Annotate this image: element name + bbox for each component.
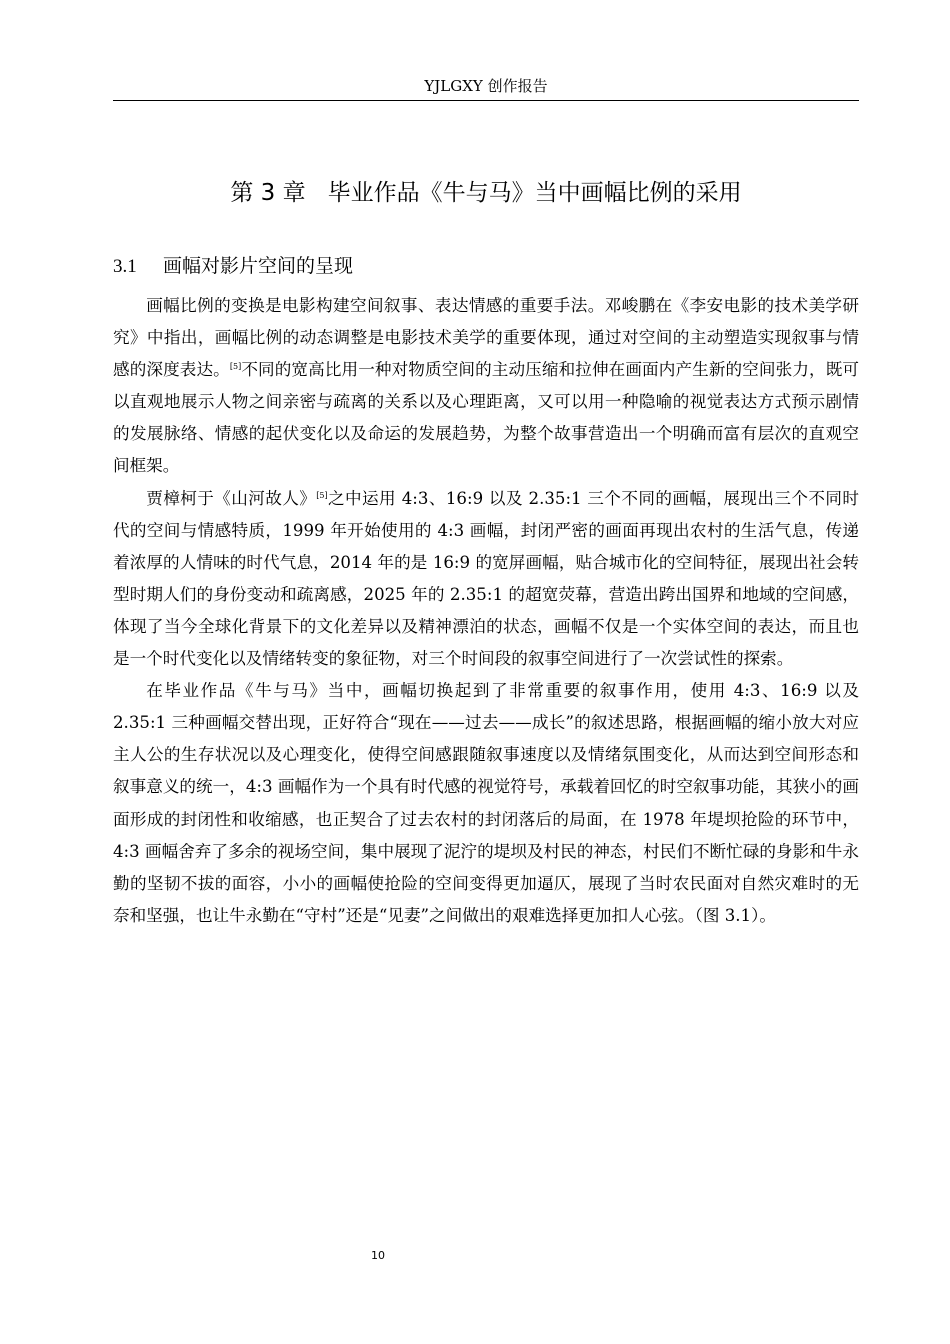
running-header: YJLGXY 创作报告 <box>424 77 548 95</box>
chapter-title-text: 毕业作品《牛与马》当中画幅比例的采用 <box>327 180 742 206</box>
paragraph: 在毕业作品《牛与马》当中，画幅切换起到了非常重要的叙事作用，使用 4:3、16:9 以及 2.35:1 三种画幅交替出现，正好符合“现在——过去——成长”的叙述思路，根据画幅的缩小放大对应主人公的生存状况以及心理变化，使得空间感跟随叙事速度以及情绪氛围变化，从而达到空间形态和叙事意义的统一，4:3 画幅作为一个具有时代感的视觉符号，承载着回忆的时空叙事功能，其狭小的画面形成的封闭性和收缩感，也正契合了过去农村的封闭落后的局面，在 1978 年堤坝抢险的环节中，4:3 画幅舍弃了多余的视场空间，集中展现了泥泞的堤坝及村民的神态，村民们不断忙碌的身影和牛永勤的坚韧不拔的面容，小小的画幅使抢险的空间变得更加逼仄，展现了当时农民面对自然灾难时的无奈和坚强，也让牛永勤在“守村”还是“见妻”之间做出的艰难选择更加扣人心弦。（图 3.1）。 <box>113 681 859 925</box>
paragraph: 贾樟柯于《山河故人》[5]之中运用 4:3、16:9 以及 2.35:1 三个不同的画幅，展现出三个不同时代的空间与情感特质，1999 年开始使用的 4:3 画幅，封闭严密的画面再现出农村的生活气息，传递着浓厚的人情味的时代气息，2014 年的是 16:9 的宽屏画幅，贴合城市化的空间特征，展现出社会转型时期人们的身份变动和疏离感，2025 年的 2.35:1 的超宽荧幕，营造出跨出国界和地域的空间感，体现了当今全球化背景下的文化差异以及精神漂泊的状态，画幅不仅是一个实体空间的表达，而且也是一个时代变化以及情绪转变的象征物，对三个时间段的叙事空间进行了一次尝试性的探索。 <box>113 488 859 669</box>
chapter-title <box>113 176 859 210</box>
citation-marker: [5] <box>229 362 242 372</box>
section-title-text: 画幅对影片空间的呈现 <box>163 255 354 277</box>
header-divider <box>113 100 859 101</box>
citation-marker: [5] <box>316 490 328 500</box>
figure-reference: （图 3.1）。 <box>694 905 776 925</box>
chapter-number: 第 3 章 <box>230 180 306 206</box>
section-number: 3.1 <box>113 256 137 277</box>
paragraph: 画幅比例的变换是电影构建空间叙事、表达情感的重要手法。邓峻鹏在《李安电影的技术美学研究》中指出，画幅比例的动态调整是电影技术美学的重要体现，通过对空间的主动塑造实现叙事与情感的深度表达。[5]不同的宽高比用一种对物质空间的主动压缩和拉伸在画面内产生新的空间张力，既可以直观地展示人物之间亲密与疏离的关系以及心理距离，又可以用一种隐喻的视觉表达方式预示剧情的发展脉络、情感的起伏变化以及命运的发展趋势，为整个故事营造出一个明确而富有层次的直观空间框架。 <box>113 296 860 476</box>
body-text <box>113 290 859 932</box>
section-heading <box>113 252 353 281</box>
page-number: 10 <box>371 1249 385 1262</box>
